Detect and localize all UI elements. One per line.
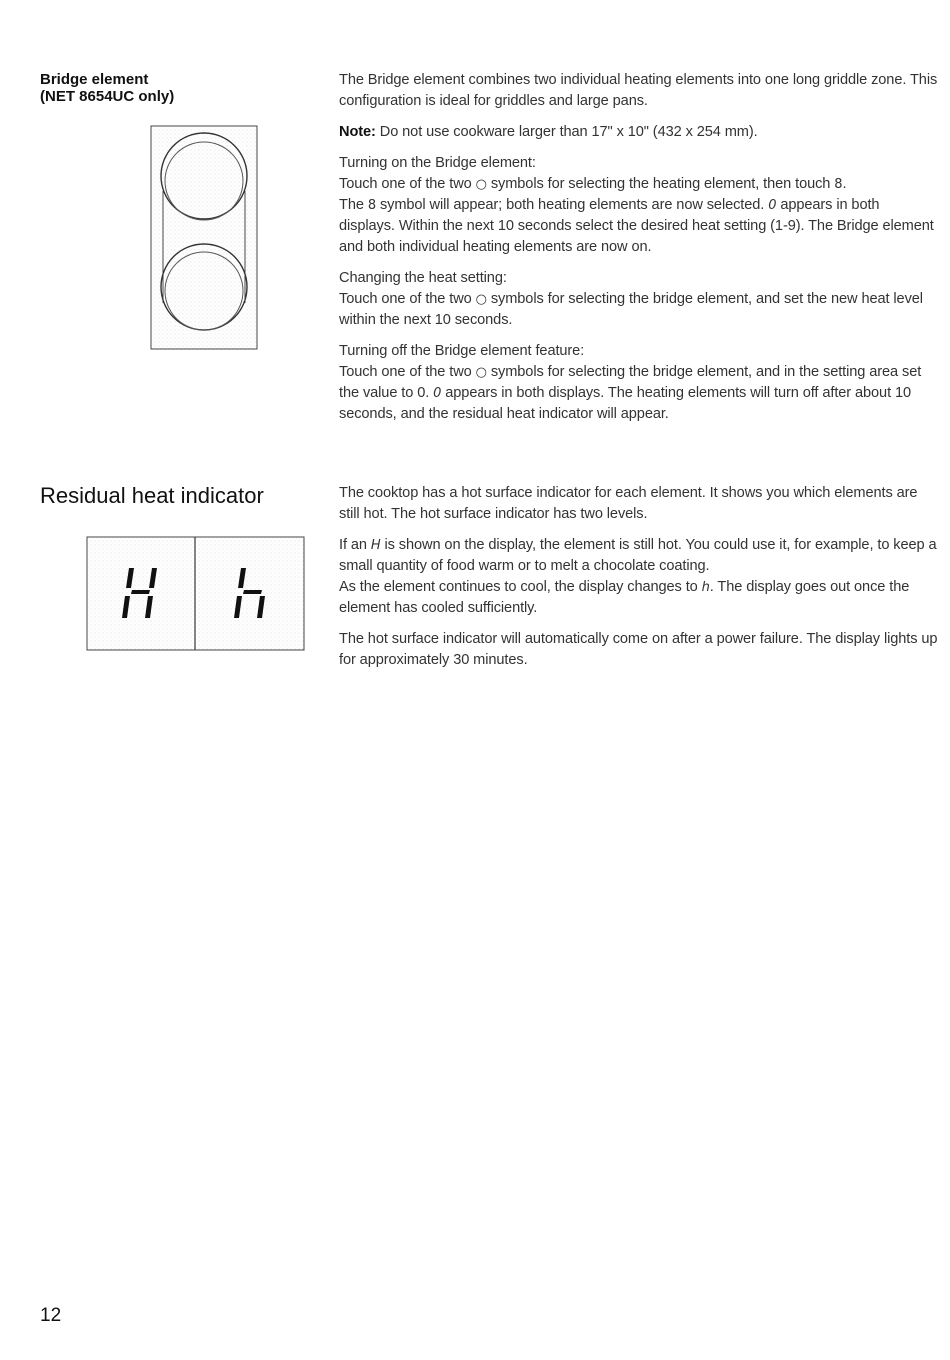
text-run: Touch one of the two [339,176,476,192]
display-H-inline-icon: H [370,538,381,553]
residual-p4: The hot surface indicator will automatically come on after a power failure. The display lights up for approximately 30 minutes. [339,631,938,668]
turn-on-title: Turning on the Bridge element: [339,155,536,171]
bridge-heading [40,71,174,105]
display-h-inline-icon: h [701,580,710,595]
residual-body [339,483,939,671]
residual-display-diagram [86,536,306,653]
text-run: Touch one of the two [339,291,476,307]
change-title: Changing the heat setting: [339,270,507,286]
circle-symbol-icon: ○ [475,292,487,307]
text-run: symbol will appear; both heating elements are now selected. [375,197,769,213]
bridge-note [339,122,939,143]
off-text [339,362,939,425]
text-run: . [842,176,847,192]
bridge-symbol-icon: 8 [367,198,376,213]
bridge-element-diagram [150,125,260,351]
residual-p1: The cooktop has a hot surface indicator for each element. It shows you which elements are still hot. The hot surface indicator has two levels. [339,485,918,522]
note-label: Note: [339,124,376,140]
text-run: appears in both displays. Within the next 10 seconds select the desired heat setting (1-9). The Bridge element and both individual heating elements are now on. [339,197,934,255]
circle-symbol-icon: ○ [475,365,487,380]
text-run: appears in both displays. The heating elements will turn off after about 10 seconds, and the residual heat indicator will appear. [339,385,912,422]
text-run: . The display goes out once the element has cooled sufficiently. [339,579,910,616]
text-run: If an [339,537,371,553]
change-text [339,289,939,331]
text-run: As the element continues to cool, the display changes to [339,579,702,595]
text-run: The [339,197,368,213]
bridge-heading-line2: (NET 8654UC only) [40,88,175,105]
turn-on-text [339,174,939,258]
text-run: symbols for selecting the bridge element, and in the setting area set the value to 0. [339,364,922,401]
note-text: Do not use cookware larger than 17" x 10" (432 x 254 mm). [375,124,758,140]
residual-p2 [339,535,939,577]
text-run: symbols for selecting the heating element, then touch [486,176,835,192]
bridge-intro: The Bridge element combines two individual heating elements into one long griddle zone. This configuration is ideal for griddles and large pans. [339,72,938,109]
residual-heading: Residual heat indicator [40,483,264,508]
circle-symbol-icon: ○ [475,177,487,192]
zero-display-icon: 0 [433,386,442,401]
off-title: Turning off the Bridge element feature: [339,343,585,359]
text-run: symbols for selecting the bridge element, and set the new heat level within the next 10 seconds. [339,291,923,328]
residual-p3 [339,577,939,619]
zero-display-icon: 0 [768,198,777,213]
bridge-body [339,70,939,425]
text-run: Touch one of the two [339,364,476,380]
bridge-heading-line1: Bridge element [40,71,149,88]
page-number: 12 [40,1305,62,1326]
text-run: is shown on the display, the element is still hot. You could use it, for example, to keep a small quantity of food warm or to melt a chocolate coating. [339,537,937,574]
bridge-symbol-icon: 8 [834,177,843,192]
